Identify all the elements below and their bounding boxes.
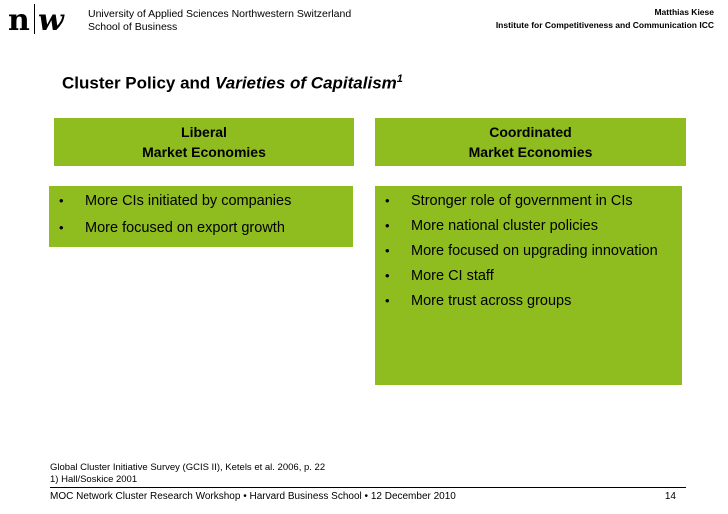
coordinated-bullet-text: More CI staff bbox=[411, 268, 494, 284]
title-plain: Cluster Policy and bbox=[62, 73, 216, 93]
source-notes bbox=[50, 462, 325, 486]
liberal-bullet-text: More CIs initiated by companies bbox=[85, 193, 292, 209]
liberal-bullets-box bbox=[49, 186, 353, 247]
bullet-marker: • bbox=[385, 268, 390, 283]
svg-text:w: w bbox=[38, 3, 64, 36]
page-number: 14 bbox=[664, 491, 676, 502]
fhnw-logo bbox=[8, 2, 72, 36]
presenter-name: Matthias Kiese bbox=[654, 7, 714, 17]
bullet-marker: • bbox=[59, 220, 64, 235]
title-italic: Varieties of Capitalism bbox=[215, 73, 397, 93]
coordinated-bullet-item bbox=[383, 267, 682, 285]
university-line2: School of Business bbox=[88, 21, 178, 33]
bullet-marker: • bbox=[385, 293, 390, 308]
title-footnote-marker: 1 bbox=[396, 73, 403, 85]
liberal-bullet-text: More focused on export growth bbox=[85, 220, 285, 236]
coordinated-bullet-item bbox=[383, 292, 682, 310]
presenter-institute: Institute for Competitiveness and Communication ICC bbox=[495, 20, 714, 30]
liberal-header-line2: Market Economies bbox=[142, 144, 266, 160]
coordinated-bullet-text: Stronger role of government in CIs bbox=[411, 193, 633, 209]
liberal-header bbox=[54, 118, 354, 166]
presenter-info bbox=[496, 6, 714, 32]
footer-divider bbox=[50, 487, 686, 488]
coordinated-bullets-box bbox=[375, 186, 682, 385]
bullet-marker: • bbox=[385, 243, 390, 258]
university-line1: University of Applied Sciences Northwestern Switzerland bbox=[88, 8, 352, 20]
footnote: 1) Hall/Soskice 2001 bbox=[50, 474, 138, 485]
university-name bbox=[88, 8, 351, 34]
coordinated-header-line2: Market Economies bbox=[468, 144, 593, 160]
liberal-bullet-item bbox=[57, 219, 353, 237]
source-citation: Global Cluster Initiative Survey (GCIS II), Ketels et al. 2006, p. 22 bbox=[50, 462, 326, 473]
coordinated-bullet-item bbox=[383, 217, 682, 235]
coordinated-header bbox=[375, 118, 686, 166]
bullet-marker: • bbox=[385, 193, 390, 208]
svg-text:n: n bbox=[8, 3, 30, 36]
coordinated-bullet-text: More trust across groups bbox=[411, 293, 572, 309]
coordinated-bullet-item bbox=[383, 242, 682, 260]
coordinated-header-line1: Coordinated bbox=[489, 124, 572, 140]
coordinated-bullet-list bbox=[383, 192, 682, 310]
coordinated-bullet-text: More national cluster policies bbox=[411, 218, 598, 234]
liberal-header-line1: Liberal bbox=[181, 124, 227, 140]
liberal-bullet-list bbox=[57, 192, 353, 237]
coordinated-bullet-item bbox=[383, 192, 682, 210]
footer-event: MOC Network Cluster Research Workshop • Harvard Business School • 12 December 2010 bbox=[50, 491, 456, 502]
coordinated-bullet-text: More focused on upgrading innovation bbox=[411, 243, 658, 259]
bullet-marker: • bbox=[385, 218, 390, 233]
bullet-marker: • bbox=[59, 193, 64, 208]
slide-title bbox=[62, 73, 403, 94]
liberal-bullet-item bbox=[57, 192, 353, 210]
